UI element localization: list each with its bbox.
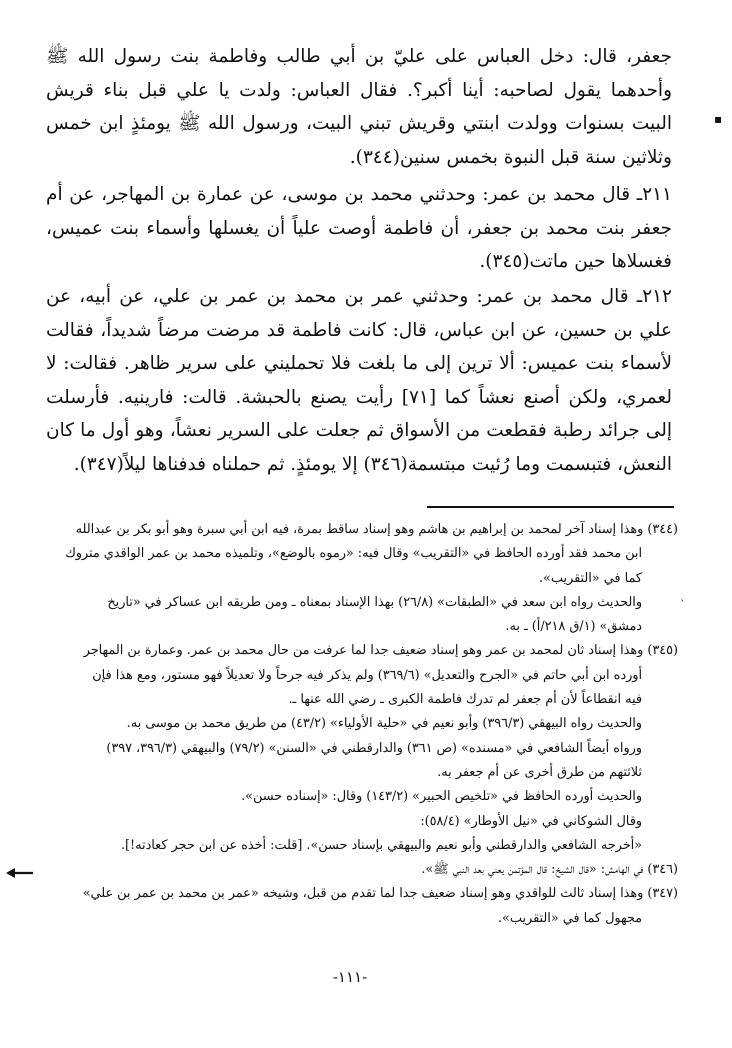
footnote-347-line: مجهول كما في «التقريب».	[497, 910, 642, 926]
footnote-345-line: ورواه أيضاً الشافعي في «مسنده» (ص ٣٦١) والدارقطني في «السنن» (٧٩/٢) والبيهقي (٣٩٦/٣، ٣٩٧)	[106, 740, 642, 756]
paragraph-text: ٢١٢ـ قال محمد بن عمر: وحدثني عمر بن محمد بن عمر بن علي، عن أبيه، عن علي بن حسين، عن ابن عباس، قال: كانت فاطمة قد مرضت مرضاً شديداً، فقالت لأسماء بنت عميس: ألا ترين إلى ما بلغت فلا تحمليني على سرير ظاهر. فقالت: لا لعمري، ولكن أصنع نعشاً كما [٧١] رأيت يصنع بالحبشة. قالت: فارينيه. فأرسلت إلى جرائد رطبة فقطعت من الأسواق ثم جعلت على السرير نعشاً، وهو أول ما كان النعش، فتبسمت وما رُئيت مبتسمة(٣٤٦) إلا يومئذٍ. ثم حملناه فدفناها ليلاً(٣٤٧).	[46, 286, 672, 475]
main-paragraph-211	[46, 178, 672, 279]
paragraph-text: جعفر، قال: دخل العباس على عليّ بن أبي طالب وفاطمة بنت رسول الله ﷺ وأحدهما يقول لصاحبه: أينا أكبر؟. فقال العباس: ولدت يا علي قبل بناء قريش البيت بسنوات وولدت ابنتي وقريش تبني البيت، ورسول الله ﷺ يومئذٍ ابن خمس وثلاثين سنة قبل النبوة بخمس سنين(٣٤٤).	[46, 46, 672, 168]
footnote-345-line: (٣٤٥) وهذا إسناد ثان لمحمد بن عمر وهو إسناد ضعيف جدا لما عرفت من حال محمد بن عمر. وعمارة بن المهاجر	[83, 643, 678, 659]
footnote-344-line: (٣٤٤) وهذا إسناد آخر لمحمد بن إبراهيم بن هاشم وهو إسناد ساقط بمرة، فيه ابن أبي سبرة وهو أبو بكر بن عبدالله	[75, 522, 678, 537]
footnote-344-line: دمشق» (١/ق ٢١٨/أ) ـ به.	[505, 619, 642, 635]
footnote-345-line: فيه انقطاعاً لأن أم جعفر لم تدرك فاطمة الكبرى ـ رضي الله عنها ـ.	[288, 692, 642, 708]
footnote-345-line: ثلاثتهم من طرق أخرى عن أم جعفر به.	[437, 764, 642, 780]
footnote-347-line: (٣٤٧) وهذا إسناد ثالث للواقدي وهو إسناد ضعيف جدا لما تقدم من قبل، وشيخه «عمر بن محمد بن عمر بن علي»	[82, 886, 678, 902]
margin-tick-mark: ▪	[714, 112, 723, 126]
main-paragraph-1	[46, 40, 672, 174]
margin-tick-mark: ˋ	[680, 598, 686, 611]
footnote-344-line: ابن محمد فقد أورده الحافظ في «التقريب» وقال فيه: «رموه بالوضع»، وتلميذه محمد بن عمر الواقدي متروك	[65, 546, 642, 562]
footnote-345-line: «أخرجه الشافعي والدارقطني وأبو نعيم والبيهقي بإسناد حسن». [قلت: أخذه عن ابن حجر كعادته!].	[120, 837, 642, 853]
footnote-345-line: والحديث أورده الحافظ في «تلخيص الحبير» (١٤٣/٢) وقال: «إسناده حسن».	[241, 789, 642, 805]
footnote-divider	[427, 506, 674, 508]
footnote-345-line: أورده ابن أبي حاتم في «الجرح والتعديل» (٣٦٩/٦) ولم يذكر فيه جرحاً ولا تعديلاً فهو مستور، ومع هذا فإن	[92, 667, 642, 683]
main-paragraph-212	[46, 280, 672, 481]
footnotes	[42, 518, 678, 931]
footnote-344-line: والحديث رواه ابن سعد في «الطبقات» (٢٦/٨) بهذا الإسناد بمعناه ـ ومن طريقه ابن عساكر في «تاريخ	[107, 594, 642, 610]
footnote-345-line: والحديث رواه البيهقي (٣٩٦/٣) وأبو نعيم في «حلية الأولياء» (٤٣/٢) من طريق محمد بن موسى به.	[126, 716, 642, 732]
left-arrow-icon	[6, 866, 34, 880]
paragraph-text: ٢١١ـ قال محمد بن عمر: وحدثني محمد بن موسى، عن عمارة بن المهاجر، عن أم جعفر بنت محمد بن جعفر، أن فاطمة أوصت علياً أن يغسلها وأسماء بنت عميس، فغسلاها حين ماتت(٣٤٥).	[46, 184, 672, 272]
footnote-346-line: (٣٤٦) في الهامش: «قال الشيخ: قال المؤتمن يعني بعد النبي ﷺ».	[421, 862, 678, 878]
page-number: -١١١-	[332, 968, 368, 986]
footnote-344-line: كما في «التقريب».	[538, 570, 642, 586]
footnote-345-line: وقال الشوكاني في «نيل الأوطار» (٥٨/٤):	[420, 813, 642, 829]
